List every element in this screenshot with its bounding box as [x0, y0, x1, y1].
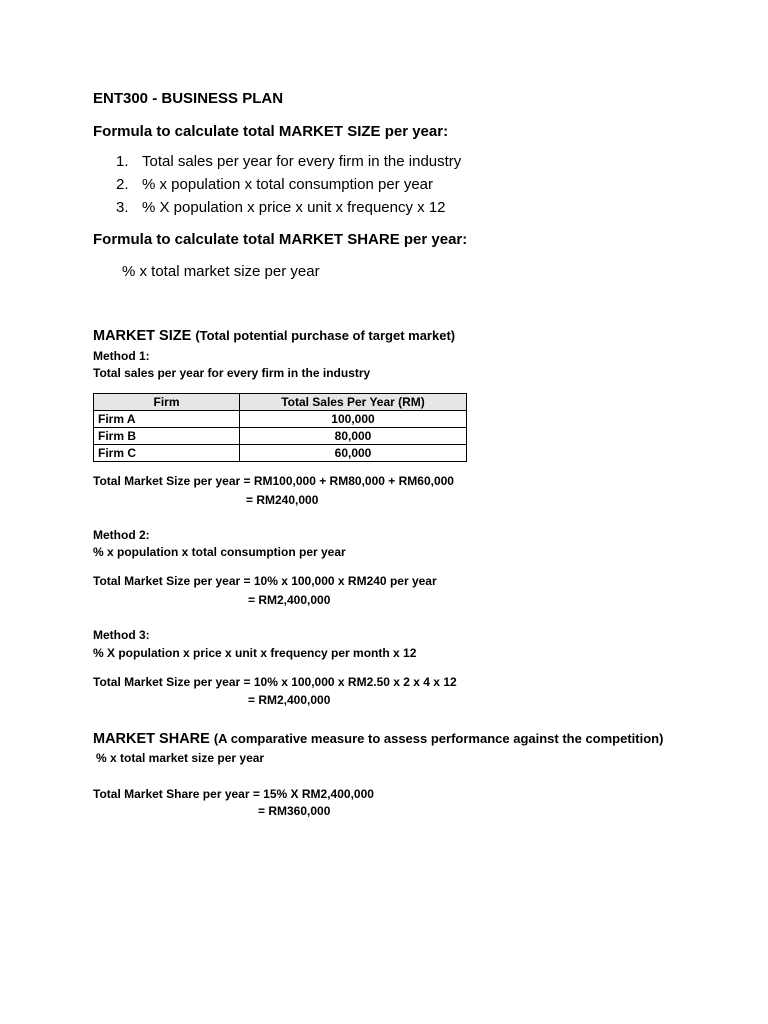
table-row	[94, 411, 467, 428]
table-row	[94, 428, 467, 445]
market-size-formula-heading: Formula to calculate total MARKET SIZE per year:	[93, 123, 449, 140]
firm-cell: Firm A	[94, 411, 240, 428]
firm-cell: Firm C	[94, 445, 240, 462]
method-1-label: Method 1:	[93, 349, 150, 363]
market-share-section-title	[93, 731, 663, 747]
market-size-section-title	[93, 328, 455, 344]
method-1-calc-line-2: = RM240,000	[246, 493, 319, 507]
section-subtitle: (Total potential purchase of target market)	[195, 328, 456, 343]
table-row	[94, 445, 467, 462]
column-header-total-sales: Total Sales Per Year (RM)	[240, 394, 467, 411]
method-3-desc: % X population x price x unit x frequency per month x 12	[93, 646, 417, 660]
list-text: % x population x total consumption per year	[142, 176, 433, 193]
list-number: 3.	[116, 199, 129, 216]
formula-item-3	[116, 199, 446, 216]
method-2-desc: % x population x total consumption per year	[93, 545, 346, 559]
method-3-calc-line-2: = RM2,400,000	[248, 693, 331, 707]
method-3-calc-line-1: Total Market Size per year = 10% x 100,000 x RM2.50 x 2 x 4 x 12	[93, 675, 457, 689]
doc-title: ENT300 - BUSINESS PLAN	[93, 90, 284, 107]
formula-item-1	[116, 153, 461, 170]
market-share-calc-line-1: Total Market Share per year = 15% X RM2,400,000	[93, 787, 374, 801]
market-share-formula-text: % x total market size per year	[122, 263, 320, 280]
firm-sales-table	[93, 393, 467, 462]
formula-item-2	[116, 176, 433, 193]
section-title: MARKET SHARE	[93, 731, 210, 747]
section-subtitle: (A comparative measure to assess performance against the competition)	[213, 731, 664, 746]
method-2-calc-line-2: = RM2,400,000	[248, 593, 331, 607]
sales-cell: 60,000	[240, 445, 467, 462]
method-3-label: Method 3:	[93, 628, 150, 642]
list-text: Total sales per year for every firm in the industry	[142, 153, 462, 170]
market-share-calc-line-2: = RM360,000	[258, 804, 331, 818]
list-number: 2.	[116, 176, 129, 193]
sales-cell: 80,000	[240, 428, 467, 445]
market-share-desc: % x total market size per year	[96, 751, 265, 765]
sales-cell: 100,000	[240, 411, 467, 428]
table-header-row	[94, 394, 467, 411]
method-2-calc-line-1: Total Market Size per year = 10% x 100,000 x RM240 per year	[93, 574, 437, 588]
method-1-desc: Total sales per year for every firm in the industry	[93, 366, 371, 380]
section-title: MARKET SIZE	[93, 328, 192, 344]
market-share-formula-heading: Formula to calculate total MARKET SHARE per year:	[93, 231, 468, 248]
list-text: % X population x price x unit x frequency x 12	[142, 199, 446, 216]
list-number: 1.	[116, 153, 129, 170]
method-1-calc-line-1: Total Market Size per year = RM100,000 + RM80,000 + RM60,000	[93, 474, 454, 488]
method-2-label: Method 2:	[93, 528, 150, 542]
column-header-firm: Firm	[94, 394, 240, 411]
firm-cell: Firm B	[94, 428, 240, 445]
